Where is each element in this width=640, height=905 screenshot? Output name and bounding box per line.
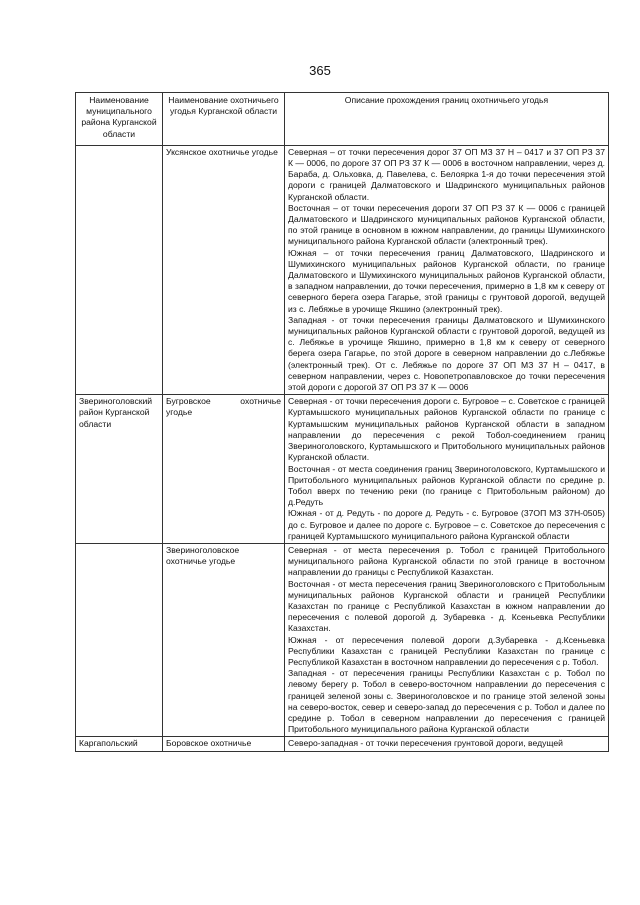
district-cell: Каргапольский [76,737,163,751]
header-district: Наименование муниципального района Курганской области [76,93,163,146]
hunting-ground-cell: Бугровское охотничье угодье [163,395,285,544]
page-number: 365 [309,63,331,78]
table-row [76,145,609,394]
boundary-east: Восточная – от точки пересечения дороги 37 ОП РЗ 37 К — 0006 с границей Далматовского и Шадринского муниципальных районов Курганской области, по этой границе в основном в южном направлении, до границы Шумихинского муниципального района Курганской области (электронный трек). [288,202,605,247]
table-row [76,737,609,751]
boundary-description-cell [285,543,609,736]
hunting-grounds-table [75,92,609,752]
boundary-south: Южная - от пересечения полевой дороги д.Зубаревка - д.Ксеньевка Республики Казахстан с границей Республики Казахстан по границе с Республикой Казахстан в восточном направлении до пересечения с р. Тобол. [288,634,605,667]
boundary-west: Западная - от пересечения границы Республики Казахстан с р. Тобол по левому берегу р. Тобол в северо-восточном направлении до пересечения с границей зеленой зоны с. Звериноголовское и по границе этой зеленой зоны на северо-восток, север и северо-запад до пересечения с р. Тобол и далее по средине р. Тобол в северном направлении до пересечения с границей Притобольного муниципального района Курганской области [288,668,605,735]
boundary-north: Северная – от точки пересечения дорог 37 ОП МЗ 37 Н – 0417 и 37 ОП РЗ 37 К — 0006, по дороге 37 ОП РЗ 37 К — 0006 в восточном направлении, через д. Бараба, д. Ольховка, д. Павелева, с. Белоярка 1-я до точки пересечения этой дороги с границей Далматовского и Шадринского муниципальных районов Курганской области. [288,146,605,202]
district-cell: Звериноголовский район Курганской области [76,395,163,544]
boundary-south: Южная – от точки пересечения границ Далматовского, Шадринского и Шумихинского муниципальных районов Курганской области, по границе Далматовского и Шумихинского муниципальных районов Курганской области, в западном направлении, до точки пересечения, примерно в 1,8 км к северу от северного берега озера Гагарье, этой границы с грунтовой дорогой, ведущей из с. Лебяжье в урочище Якшино (электронный трек). [288,247,605,314]
boundary-north: Северная - от точки пересечения дороги с. Бугровое – с. Советское с границей Куртамышского муниципальных районов Курганской области по границе с Куртамышским муниципальных районов Курганской области в западном направлении до пересечения с рекой Тобол-соединением границ Звериноголовского, Куртамышского и Притобольного муниципальных районов Курганской области. [288,396,605,463]
hunting-ground-cell: Боровское охотничье [163,737,285,751]
table-row [76,395,609,544]
header-hunting-ground: Наименование охотничьего угодья Курганской области [163,93,285,146]
boundary-description-cell [285,737,609,751]
hunting-ground-cell: Звериноголовское охотничье угодье [163,543,285,736]
boundary-west: Западная - от точки пересечения границы Далматовского и Шумихинского муниципальных районов Курганской области с грунтовой дорогой, ведущей из с. Лебяжье в урочище Якшино, примерно в 1,8 км к северу от северного берега озера Гагарье, по этой дороге в северном направлении до с.Лебяжье (электронный трек). От с. Лебяжье по дороге 37 ОП МЗ 37 Н – 0417, в северном направлении, через с. Новопетропавловское до точки пересечения этой дороги с дорогой 37 ОП РЗ 37 К — 0006 [288,314,605,393]
boundary-south: Южная - от д. Редуть - по дороге д. Редуть - с. Бугровое (37ОП МЗ 37Н-0505) до с. Бугровое и далее по дороге с. Бугровое – с. Советское до пересечения с границей Куртамышского муниципального района Курганской области [288,508,605,541]
table-row [76,543,609,736]
boundary-northwest: Северо-западная - от точки пересечения грунтовой дороги, ведущей [288,738,563,749]
header-boundary-description: Описание прохождения границ охотничьего угодья [285,93,609,146]
hunting-ground-cell: Уксянское охотничье угодье [163,145,285,394]
boundary-description-cell [285,145,609,394]
district-cell [76,543,163,736]
table-header-row [76,93,609,146]
district-cell [76,145,163,394]
boundary-east: Восточная - от места пересечения границ Звериноголовского с Притобольным муниципальных районов Курганской области и границей Республики Казахстан по границе с Республикой Казахстан в южном направлении до пересечения с полевой дорогой д. Зубаревка - д. Ксеньевка Республики Казахстан. [288,578,605,634]
boundary-description-cell [285,395,609,544]
boundary-north: Северная - от места пересечения р. Тобол с границей Притобольного муниципального района Курганской области по этой границе в восточном направлении до границы с Республикой Казахстан. [288,544,605,578]
boundary-east: Восточная - от места соединения границ Звериноголовского, Куртамышского и Притобольного муниципальных районов Курганской области по средине р. Тобол вверх по течению реки (по границе с Притобольным районом) до д.Редуть [288,463,605,508]
